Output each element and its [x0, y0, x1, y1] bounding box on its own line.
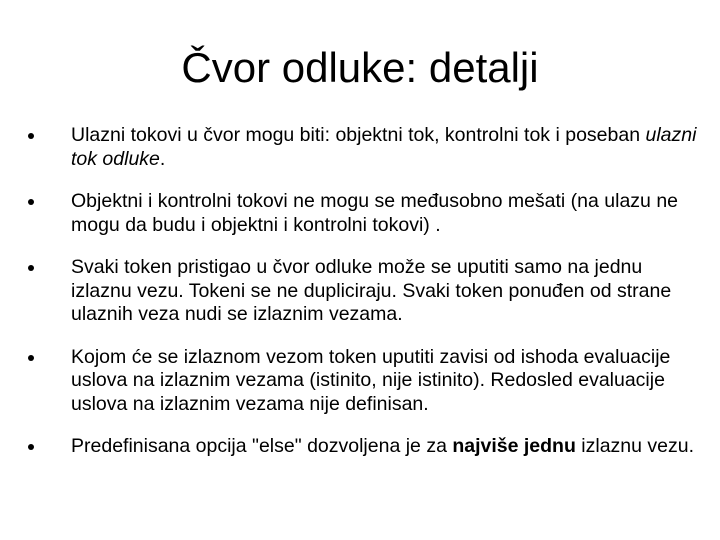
bullet-text	[71, 256, 671, 325]
bullet-dot-icon	[28, 355, 34, 361]
bullet-text	[71, 346, 670, 415]
bullet-text-part: Predefinisana opcija "else" dozvoljena je za	[71, 435, 453, 457]
bullet-item	[28, 124, 698, 171]
bullet-text-part: ulazni tok odluke	[71, 124, 697, 170]
bullet-text-part: najviše jednu	[452, 435, 576, 457]
bullet-text-part: Objektni i kontrolni tokovi ne mogu se međusobno mešati (na ulazu ne mogu da budu i objektni i kontrolni tokovi) .	[71, 190, 679, 236]
bullet-text	[71, 190, 678, 236]
bullet-text	[71, 435, 694, 457]
bullet-dot-icon	[28, 133, 34, 139]
bullet-item	[28, 256, 698, 327]
bullet-list	[28, 124, 698, 478]
bullet-text-part: .	[159, 147, 166, 170]
bullet-text	[71, 124, 696, 170]
bullet-text-part: Kojom će se izlaznom vezom token uputiti zavisi od ishoda evaluacije uslova na izlaznim vezama (istinito, nije istinito). Redosled evaluacije uslova na izlaznim vezama nije definisan.	[71, 345, 671, 415]
bullet-item	[28, 435, 698, 459]
bullet-text-part: Svaki token pristigao u čvor odluke može se uputiti samo na jednu izlaznu vezu. Tokeni se ne dupliciraju. Svaki token ponuđen od strane ulaznih veza nudi se izlaznim vezama.	[71, 256, 672, 325]
bullet-text-part: izlaznu vezu.	[575, 435, 695, 457]
bullet-item	[28, 346, 698, 417]
bullet-item	[28, 190, 698, 237]
slide-title: Čvor odluke: detalji	[181, 44, 539, 91]
bullet-dot-icon	[28, 444, 34, 450]
bullet-dot-icon	[28, 199, 34, 205]
bullet-dot-icon	[28, 265, 34, 271]
bullet-text-part: Ulazni tokovi u čvor mogu biti: objektni tok, kontrolni tok i poseban	[71, 124, 646, 146]
